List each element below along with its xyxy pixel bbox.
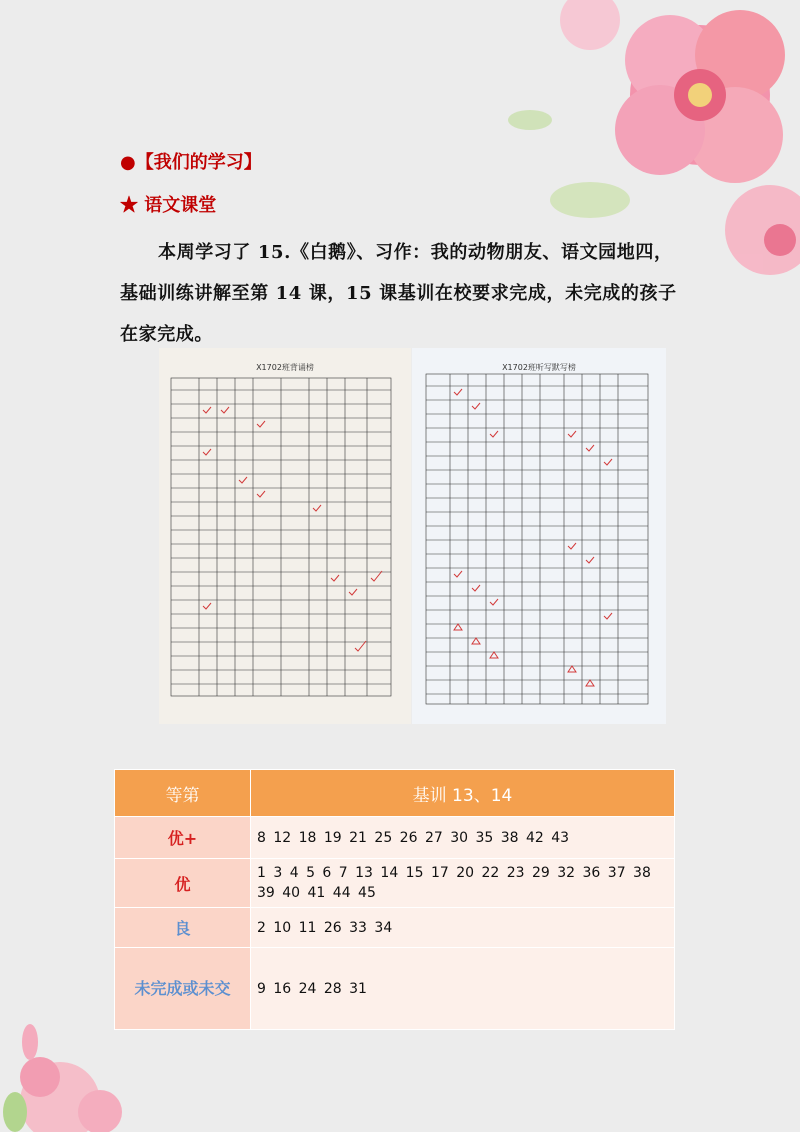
- table-row: [115, 817, 675, 859]
- photo-title: X1702班听写默写榜: [502, 363, 576, 372]
- grade-label: 未完成或未交: [115, 948, 251, 1030]
- red-dot-icon: ●: [120, 152, 136, 173]
- header-assignment: 基训 13、14: [251, 770, 675, 817]
- grid-sheet-icon: [412, 348, 666, 724]
- photo-recitation-chart: [159, 348, 411, 724]
- grid-sheet-icon: [159, 348, 411, 724]
- table-row: [115, 948, 675, 1030]
- photo-dictation-chart: [412, 348, 666, 724]
- section-heading: [120, 148, 262, 174]
- header-grade: 等第: [115, 770, 251, 817]
- student-numbers: 1 3 4 5 6 7 13 14 15 17 20 22 23 29 32 36 37 38 39 40 41 44 45: [251, 859, 675, 908]
- photo-title: X1702班背诵榜: [256, 363, 314, 372]
- grade-label: 优: [115, 859, 251, 908]
- subsection-title: 语文课堂: [144, 195, 217, 216]
- grade-table: [114, 769, 675, 1030]
- table-header-row: [115, 770, 675, 817]
- student-numbers: 8 12 18 19 21 25 26 27 30 35 38 42 43: [251, 817, 675, 859]
- grade-label: 优+: [115, 817, 251, 859]
- grade-label: 良: [115, 908, 251, 948]
- section-title: 【我们的学习】: [135, 152, 262, 173]
- table-row: [115, 908, 675, 948]
- study-summary: 本周学习了 15.《白鹅》、习作：我的动物朋友、语文园地四，基础训练讲解至第 14 课，15 课基训在校要求完成，未完成的孩子在家完成。: [120, 242, 677, 345]
- table-row: [115, 859, 675, 908]
- student-numbers: 9 16 24 28 31: [251, 948, 675, 1030]
- student-numbers: 2 10 11 26 33 34: [251, 908, 675, 948]
- subsection-heading: [120, 191, 216, 217]
- star-icon: ★: [120, 195, 138, 216]
